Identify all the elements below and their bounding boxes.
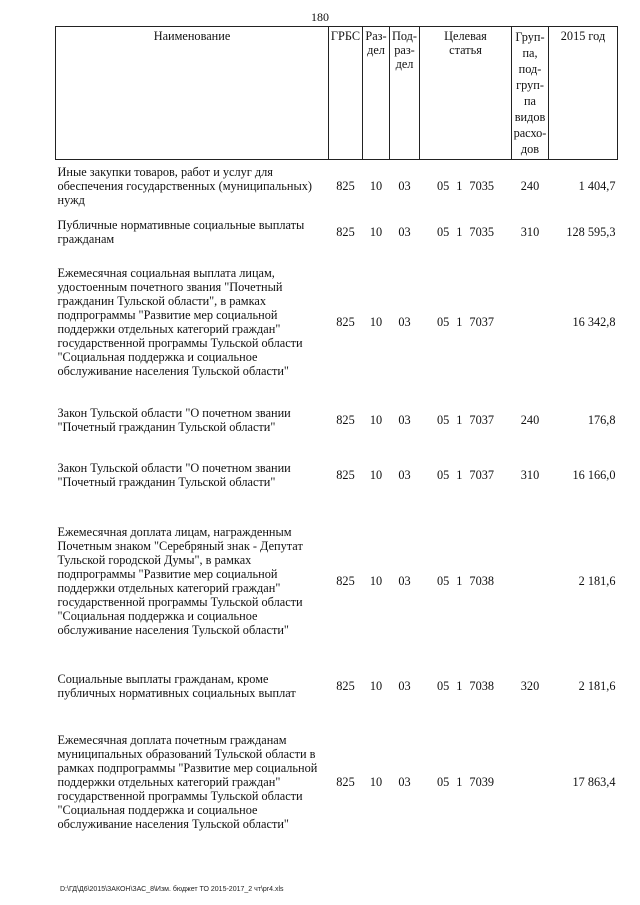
row-name: Публичные нормативные социальные выплаты гражданам (57, 217, 305, 246)
row-name: Ежемесячная доплата почетным гражданам муниципальных образований Тульской области в рамках подпрограммы "Развитие мер социальной поддержки отдельных категорий граждан" государственной программы Тульской области "Социальная поддержка и социальное обслуживание населения Тульской области" (57, 732, 318, 831)
row-section: 10 (369, 467, 383, 482)
row-grbs: 825 (336, 573, 355, 588)
row-grbs: 825 (336, 412, 355, 427)
table-row (56, 448, 618, 502)
row-section: 10 (369, 314, 383, 329)
row-group (512, 502, 549, 660)
row-name: Ежемесячная доплата лицам, награжденным Почетным знаком "Серебряный знак - Депутат Тульской городской Думы", в рамках подпрограммы "Развитие мер социальной поддержки отдельных категорий граждан" государственной программы Тульской области "Социальная поддержка и социальное обслуживание населения Тульской области" (57, 524, 303, 637)
table-row (56, 212, 618, 252)
row-section: 10 (369, 678, 383, 693)
header-subsection: Под- раз- дел (390, 27, 420, 160)
row-group: 240 (520, 178, 540, 193)
row-amount: 17 863,4 (572, 774, 616, 789)
header-name: Наименование (56, 27, 329, 160)
header-grbs: ГРБС (329, 27, 363, 160)
table-row (56, 660, 618, 712)
row-subsection: 03 (398, 314, 411, 329)
row-subsection: 03 (398, 467, 411, 482)
row-amount: 2 181,6 (578, 573, 616, 588)
row-subsection: 03 (398, 178, 411, 193)
row-article: 05 1 7035 (436, 178, 495, 193)
row-grbs: 825 (336, 678, 355, 693)
table-row (56, 502, 618, 660)
row-name: Социальные выплаты гражданам, кроме публичных нормативных социальных выплат (57, 671, 296, 700)
row-amount: 16 342,8 (572, 314, 616, 329)
table-row (56, 252, 618, 392)
row-name: Закон Тульской области "О почетном звании "Почетный гражданин Тульской области" (57, 405, 291, 434)
row-article: 05 1 7038 (436, 678, 495, 693)
row-grbs: 825 (336, 467, 355, 482)
row-article: 05 1 7035 (436, 224, 495, 239)
row-amount: 16 166,0 (572, 467, 616, 482)
file-path-footer: D:\ГД\Д6\2015\ЗАКОН\ЗАС_8\Изм. бюджет ТО 2015-2017_2 чт\pr4.xls (60, 886, 284, 893)
row-article: 05 1 7037 (436, 467, 495, 482)
table-row (56, 160, 618, 212)
row-section: 10 (369, 178, 383, 193)
row-grbs: 825 (336, 178, 355, 193)
row-article: 05 1 7038 (436, 573, 495, 588)
row-amount: 128 595,3 (566, 224, 616, 239)
header-section: Раз- дел (363, 27, 390, 160)
row-section: 10 (369, 573, 383, 588)
row-section: 10 (369, 224, 383, 239)
row-article: 05 1 7037 (436, 412, 495, 427)
row-group: 310 (520, 467, 540, 482)
row-name: Ежемесячная социальная выплата лицам, удостоенным почетного звания "Почетный гражданин Тульской области", в рамках подпрограммы "Развитие мер социальной поддержки отдельных категорий граждан" государственной программы Тульской области "Социальная поддержка и социальное обслуживание населения Тульской области" (57, 265, 303, 378)
table-header-row (56, 27, 618, 160)
row-subsection: 03 (398, 573, 411, 588)
row-grbs: 825 (336, 224, 355, 239)
row-grbs: 825 (336, 774, 355, 789)
header-expense-group: Груп- па, под- груп- па видов расхо- дов (512, 27, 549, 160)
row-amount: 2 181,6 (578, 678, 616, 693)
row-article: 05 1 7037 (436, 314, 495, 329)
row-grbs: 825 (336, 314, 355, 329)
row-amount: 176,8 (587, 412, 616, 427)
header-target-article: Целевая статья (420, 27, 512, 160)
row-group (512, 252, 549, 392)
row-amount: 1 404,7 (578, 178, 616, 193)
budget-table (55, 26, 618, 852)
row-group: 240 (520, 412, 540, 427)
row-subsection: 03 (398, 678, 411, 693)
row-article: 05 1 7039 (436, 774, 495, 789)
row-subsection: 03 (398, 774, 411, 789)
row-section: 10 (369, 412, 383, 427)
row-subsection: 03 (398, 224, 411, 239)
row-group: 320 (520, 678, 540, 693)
row-section: 10 (369, 774, 383, 789)
row-name: Закон Тульской области "О почетном звании "Почетный гражданин Тульской области" (57, 460, 291, 489)
header-year: 2015 год (549, 27, 618, 160)
row-name: Иные закупки товаров, работ и услуг для обеспечения государственных (муниципальных) нужд (57, 164, 312, 207)
table-row (56, 392, 618, 448)
row-subsection: 03 (398, 412, 411, 427)
row-group: 310 (520, 224, 540, 239)
table-row (56, 712, 618, 852)
page-number: 180 (311, 10, 329, 24)
row-group (512, 712, 549, 852)
